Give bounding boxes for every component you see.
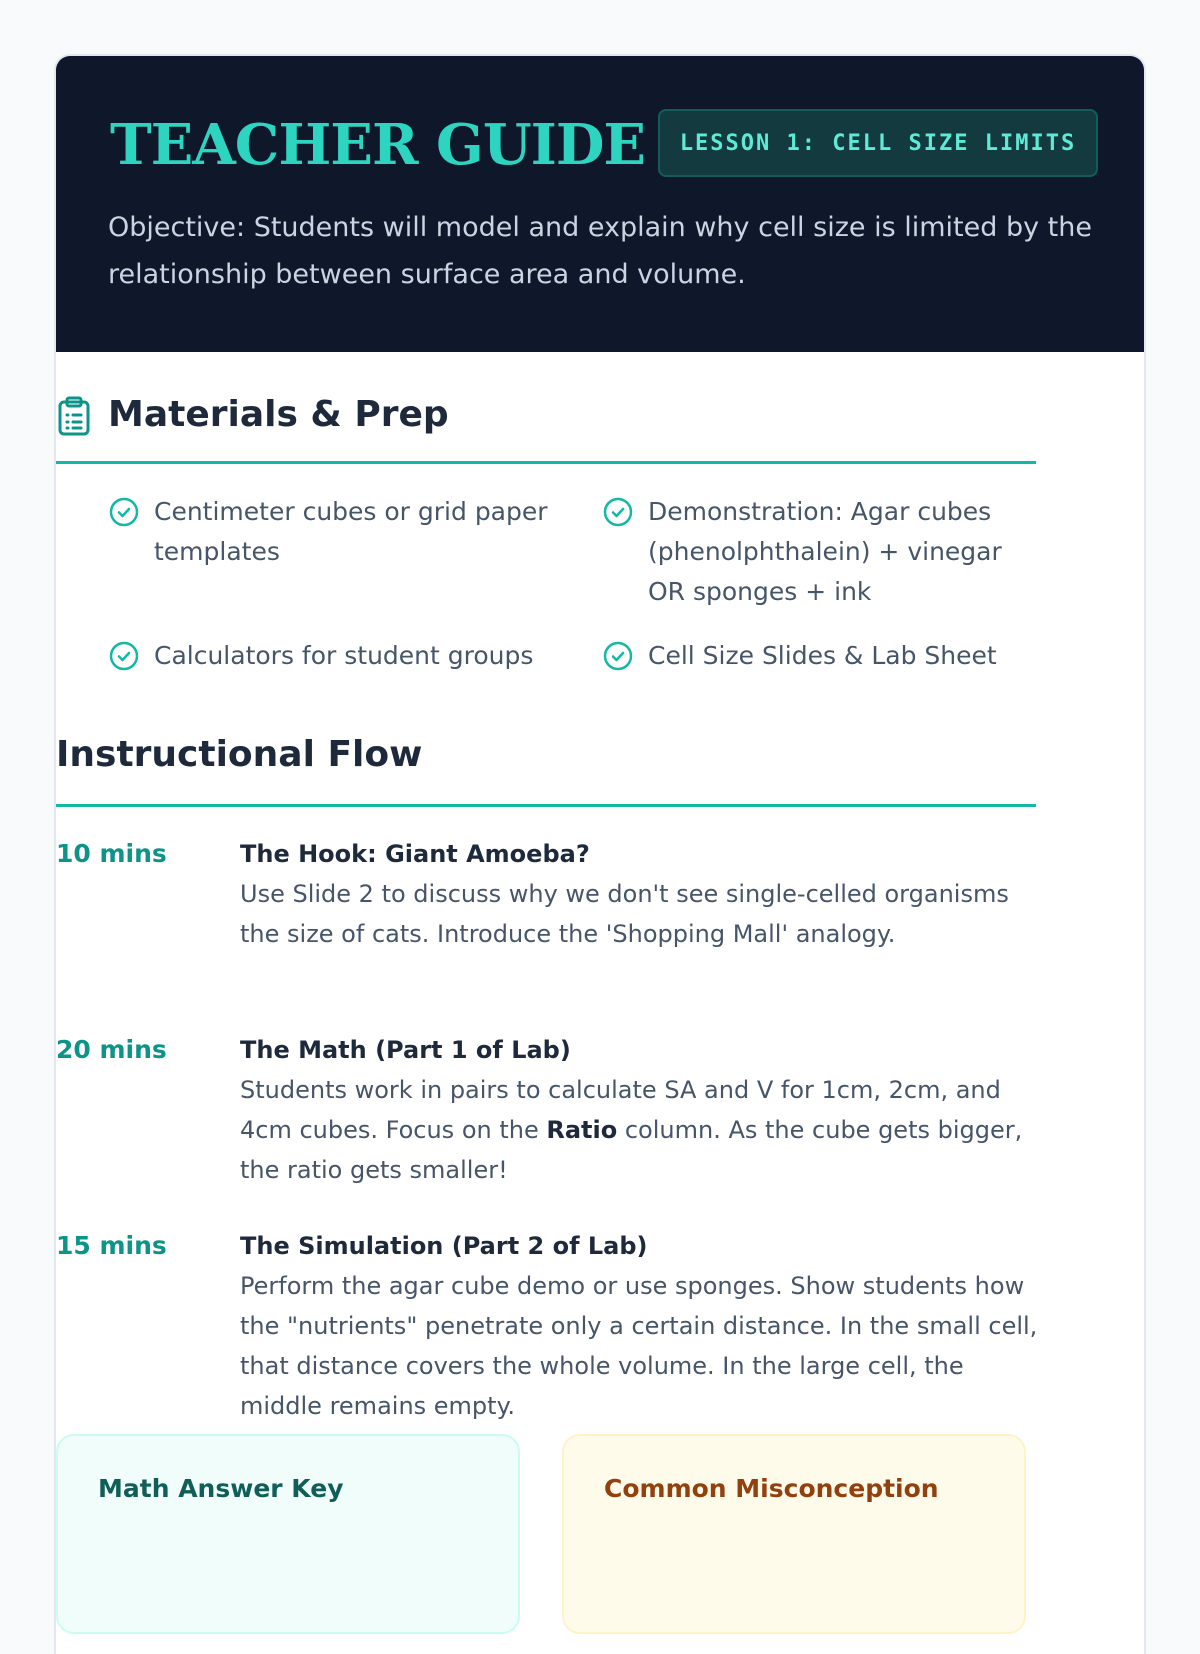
instructional-flow-heading: Instructional Flow bbox=[56, 690, 1036, 807]
step-heading: The Math (Part 1 of Lab) bbox=[240, 1036, 571, 1064]
step-text: Perform the agar cube demo or use sponges. Show students how the "nutrients" penetrate only a certain distance. In the small cell, that distance covers the whole volume. In the large cell, the middle remains empty. bbox=[240, 1272, 1038, 1420]
step-duration: 10 mins bbox=[56, 839, 167, 868]
material-item bbox=[108, 492, 548, 572]
material-text: Cell Size Slides & Lab Sheet bbox=[648, 641, 997, 670]
answer-key-title: Math Answer Key bbox=[98, 1474, 344, 1503]
check-circle-icon bbox=[602, 496, 634, 528]
step-text-emphasis: Ratio bbox=[546, 1116, 618, 1144]
answer-key-box bbox=[56, 1434, 520, 1634]
objective-text: Objective: Students will model and explain why cell size is limited by the relationship between surface area and volume. bbox=[108, 212, 1092, 290]
step-duration: 20 mins bbox=[56, 1035, 167, 1064]
guide-header bbox=[56, 56, 1144, 352]
step-text-part: column. As the cube gets bigger, the ratio gets smaller! bbox=[240, 1116, 1023, 1184]
material-text: Calculators for student groups bbox=[154, 641, 534, 670]
lesson-badge: LESSON 1: CELL SIZE LIMITS bbox=[658, 109, 1098, 177]
step-text: Use Slide 2 to discuss why we don't see single-celled organisms the size of cats. Introduce the 'Shopping Mall' analogy. bbox=[240, 880, 1009, 948]
step-duration: 15 mins bbox=[56, 1231, 167, 1260]
flow-step bbox=[240, 834, 1040, 954]
check-circle-icon bbox=[108, 640, 140, 672]
check-circle-icon bbox=[108, 496, 140, 528]
material-item bbox=[602, 636, 1042, 676]
step-text bbox=[240, 1070, 1040, 1190]
page-title: TEACHER GUIDE bbox=[110, 112, 646, 178]
step-heading: The Simulation (Part 2 of Lab) bbox=[240, 1232, 648, 1260]
step-heading: The Hook: Giant Amoeba? bbox=[240, 840, 590, 868]
materials-title: Materials & Prep bbox=[108, 394, 449, 435]
misconception-box bbox=[562, 1434, 1026, 1634]
material-text: Demonstration: Agar cubes (phenolphthalein) + vinegar OR sponges + ink bbox=[648, 497, 1002, 606]
flow-step bbox=[240, 1030, 1040, 1190]
step-text-part: Students work in pairs to calculate SA and V for 1cm, 2cm, and 4cm cubes. Focus on the bbox=[240, 1076, 1001, 1144]
materials-heading bbox=[56, 350, 1036, 464]
flow-step bbox=[240, 1226, 1040, 1426]
clipboard-icon bbox=[56, 396, 92, 436]
material-item bbox=[602, 492, 1042, 612]
check-circle-icon bbox=[602, 640, 634, 672]
material-item bbox=[108, 636, 548, 676]
misconception-title: Common Misconception bbox=[604, 1474, 939, 1503]
material-text: Centimeter cubes or grid paper templates bbox=[154, 497, 548, 566]
